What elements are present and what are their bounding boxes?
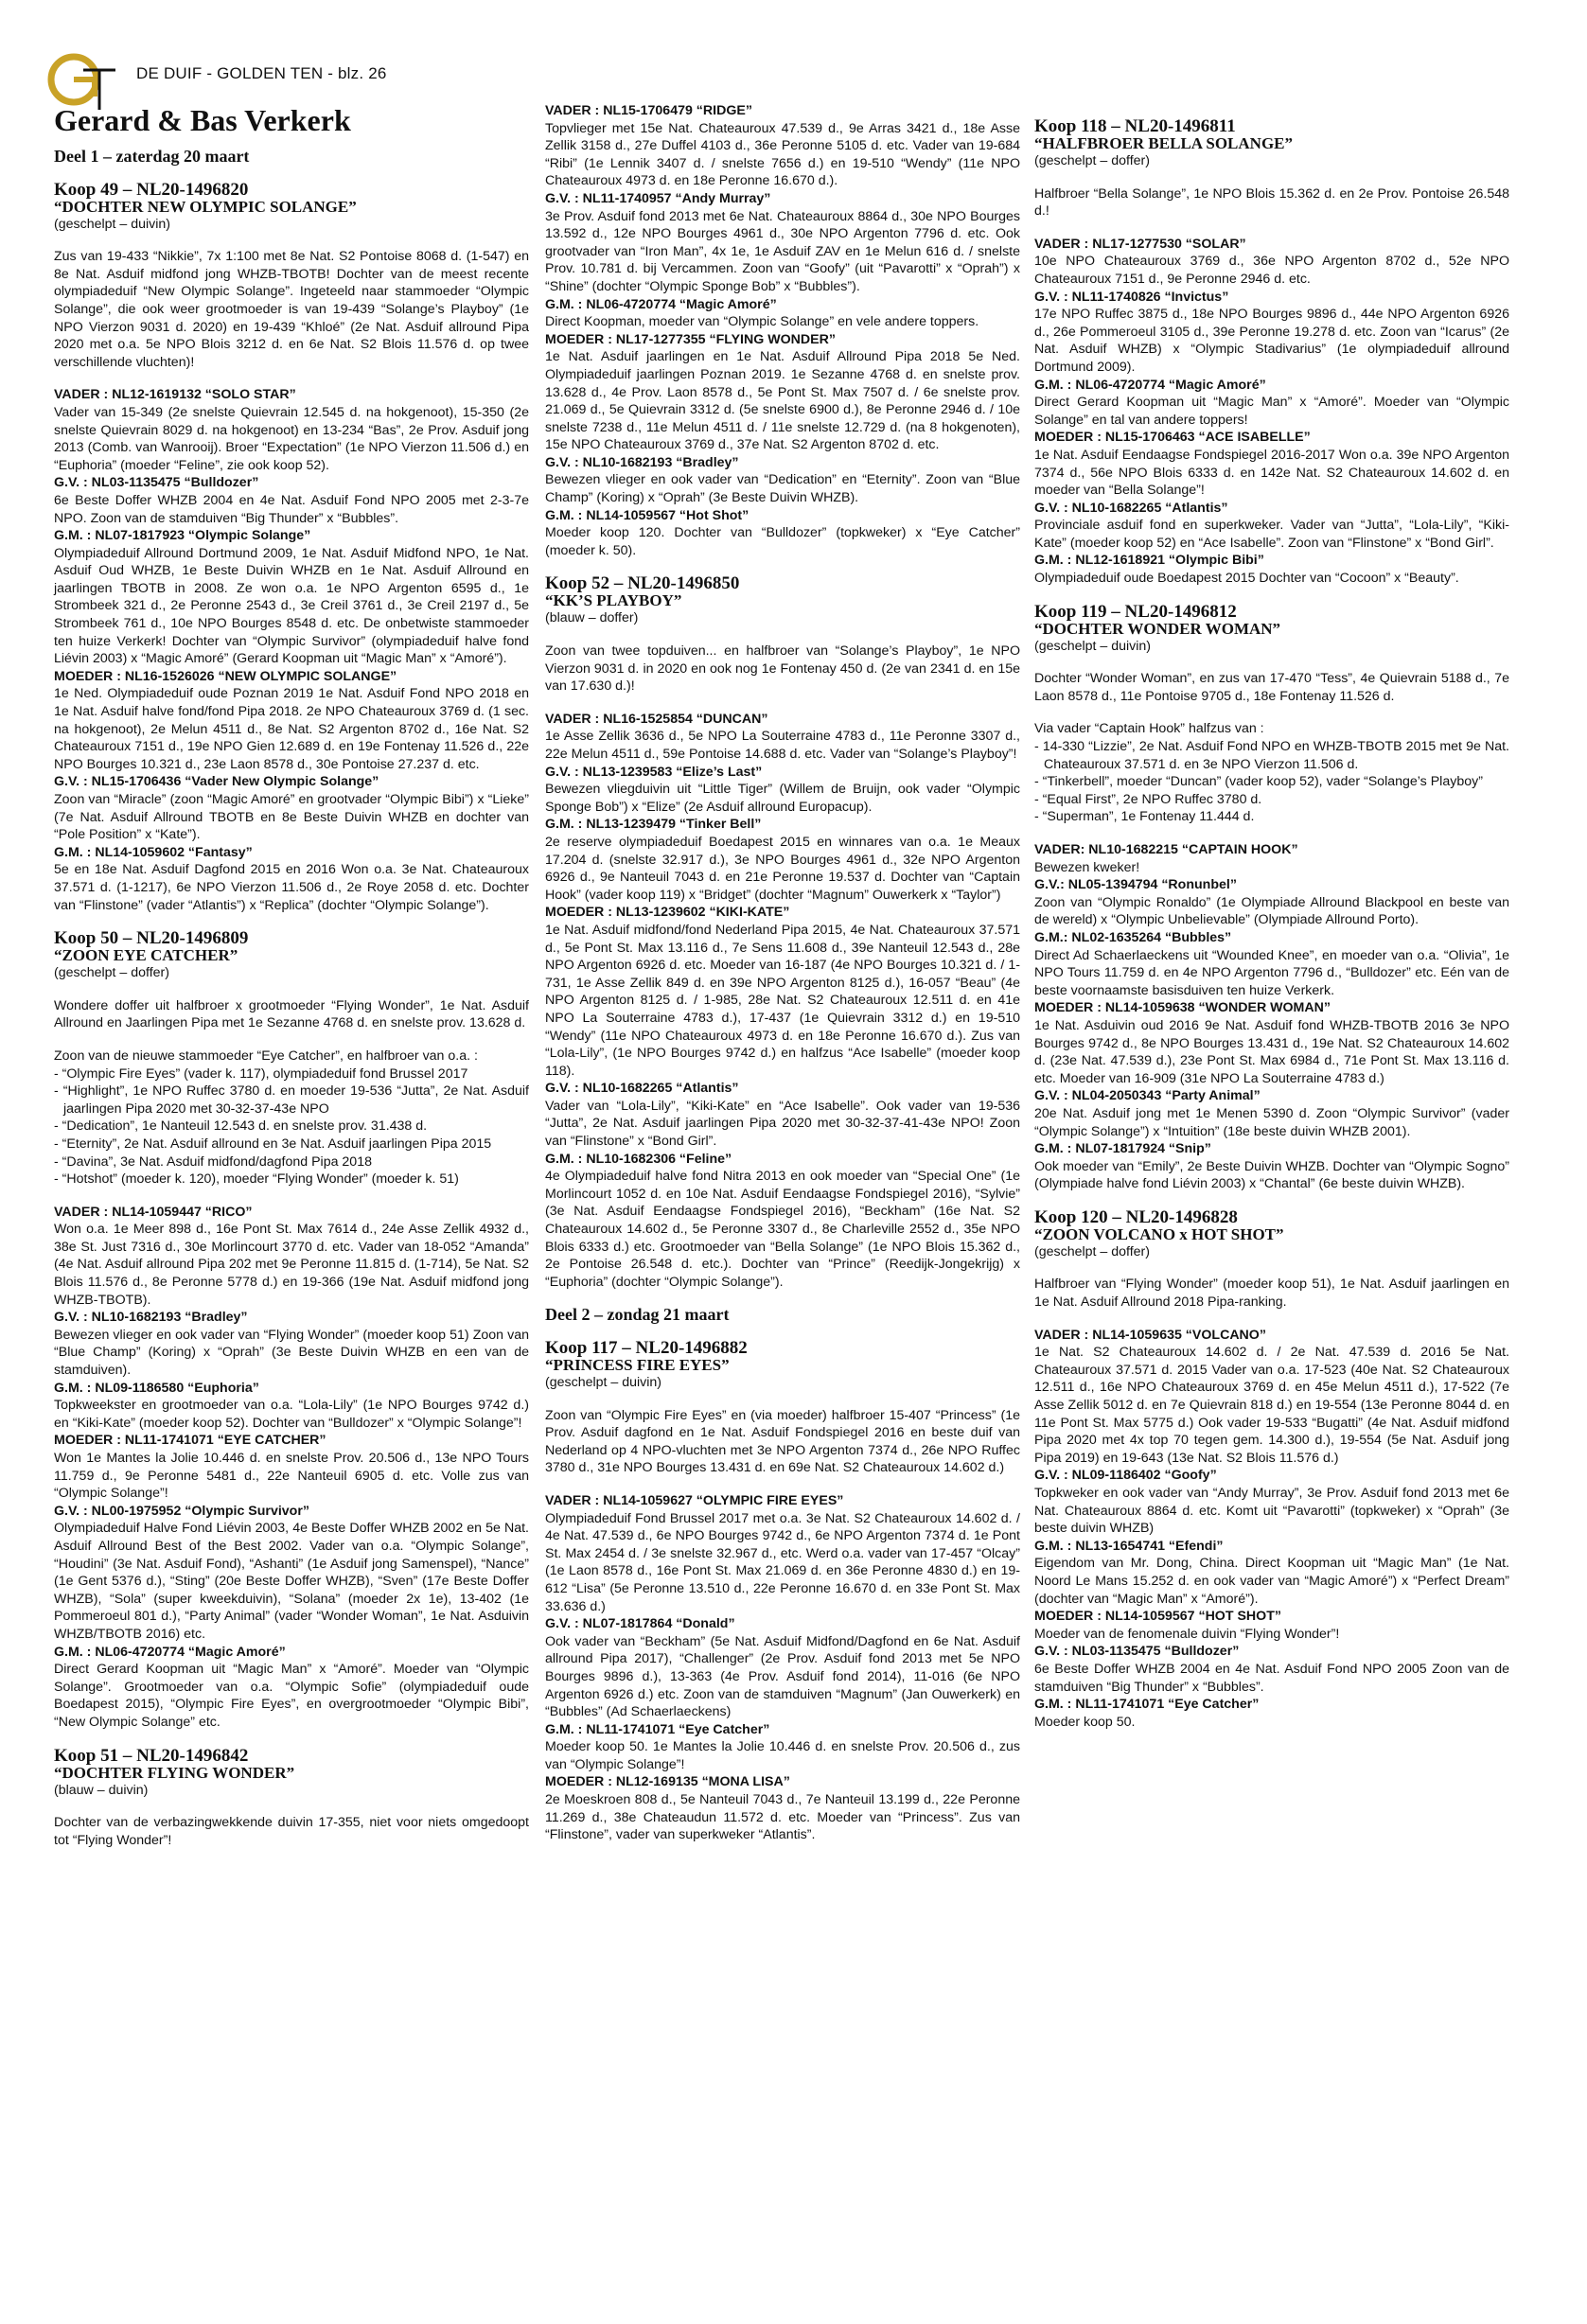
dam-granddam-heading: G.M. : NL14-1059602 “Fantasy” (54, 844, 253, 860)
sire-heading: VADER : NL14-1059447 “RICO” (54, 1204, 253, 1220)
granddam-heading: G.M. : NL07-1817923 “Olympic Solange” (54, 528, 311, 544)
sire-text: Olympiadeduif Fond Brussel 2017 met o.a. 3e Nat. S2 Chateauroux 14.602 d. / 4e Nat. 47.539 d., 6e NPO Bourges 9742 d., 6e NPO Argenton 7374 d. 1e Pont St. Max 2454 d. / 3e snelste 32.967 d., etc. Werd o.a. vader van 17-457 “Olcay” (1e Laon 8578 d., 16e Pont St. Max 21.069 d. en 36e Peronne 4830 d.) en 19-612 “Lisa” (5e Peronne 13.510 d., 22e Peronne 16.670 d. en 33e Pont St. Max 33.636 d.) (545, 1510, 1020, 1614)
dam-granddam-text: 5e en 18e Nat. Asduif Dagfond 2015 en 2016 Won o.a. 3e Nat. Chateauroux 37.571 d. (1-1217), 6e NPO Vierzon 11.506 d., 2e Roye 2058 d. etc. Dochter van “Flinstone” (vader “Atlantis”) x “Replica” (dochter “Olympic Solange”). (54, 862, 529, 913)
granddam-text: Olympiadeduif Allround Dortmund 2009, 1e Nat. Asduif Midfond NPO, 1e Nat. Asduif Oud WHZB, 1e Beste Duivin WHZB en 1e Nat. Asduif Allround en jaarlingen TBOTB in 2008. Ze won o.a. 1e NPO Argenton 6595 d., 1e Strombeek 321 d., 2e Peronne 2543 d., 3e Creil 3761 d., 3e Creil 2197 d., 5e Strombeek 761 d., 10e NPO Bourges 8548 d. etc. De onbetwiste stammoeder ten huize Verkerk! Dochter van “Olympic Survivor” (olympiadeduif halve fond Liévin 2003) x “Magic Amoré” (Gerard Koopman uit “Magic Man” x “Amoré”). (54, 545, 529, 667)
sire-heading: VADER : NL12-1619132 “SOLO STAR” (54, 387, 296, 403)
column-2 (545, 102, 1020, 1844)
lot-intro: Dochter “Wonder Woman”, en zus van 17-470 “Tess”, 4e Quievrain 5188 d., 7e Laon 8578 d., 11e Pontoise 9705 d., 18e Fontenay 11.526 d. (1034, 671, 1509, 704)
granddam-text: Direct Gerard Koopman uit “Magic Man” x “Amoré”. Moeder van “Olympic Solange” en tal van andere toppers! (1034, 395, 1509, 428)
lot-intro: Wondere doffer uit halfbroer x grootmoeder “Flying Wonder”, 1e Nat. Asduif Allround en Jaarlingen Pipa met 1e Sezanne 4768 d. en snelste prov. 13.628 d. (54, 997, 529, 1031)
granddam-heading: G.M. : NL09-1186580 “Euphoria” (54, 1380, 259, 1396)
granddam-heading: G.M. : NL13-1654741 “Efendi” (1034, 1538, 1224, 1554)
grandsire-text: Topkweker en ook vader van “Andy Murray”, 3e Prov. Asduif fond 2013 met 6e Nat. Chateauroux 8864 d. etc. Komt uit “Pavarotti” (topkweker) x “Oprah” (3e beste duivin WHZB) (1034, 1486, 1509, 1537)
sire-text: 1e Nat. S2 Chateauroux 14.602 d. / 2e Nat. 47.539 d. 2016 5e Nat. Chateauroux 37.571 d. 2015 Vader van o.a. 17-523 (40e Nat. S2 Chateauroux 12.511 d., 16e NPO Chateauroux 3769 d. en 45e Melun 4511 d.), 17-522 (7e Asse Zellik 5012 d. en 7e Quievrain 818 d.) en 19-554 (13e Peronne 8044 d. en 11e Pont St. Max 5775 d.) Ook vader 19-533 “Bugatti” (4e Nat. Asduif midfond Pipa 2020 met 4x top 70 tegen gem. 14.300 d.), 19-554 (5e Nat. Asduif jong Pipa 2019) en 19-643 (13e Nat. S2 Blois 11.576 d.) (1034, 1345, 1509, 1466)
list-item: - “Tinkerbell”, moeder “Duncan” (vader koop 52), vader “Solange’s Playboy” (1034, 774, 1483, 790)
lot-name: “DOCHTER NEW OLYMPIC SOLANGE” (54, 197, 357, 216)
grandsire-heading: G.V. : NL09-1186402 “Goofy” (1034, 1468, 1217, 1484)
lot-intro: Zoon van twee topduiven... en halfbroer van “Solange’s Playboy”, 1e NPO Vierzon 9031 d. in 2020 en ook nog 1e Fontenay 450 d. (2e van 2341 d. en 15e van 17.630 d.)! (545, 643, 1020, 695)
lot-subtitle: (geschelpt – doffer) (1034, 1243, 1150, 1259)
granddam-heading: G.M. : NL06-4720774 “Magic Amoré” (1034, 377, 1266, 393)
sire-heading: VADER : NL14-1059627 “OLYMPIC FIRE EYES” (545, 1492, 844, 1508)
lot-intro: Zoon van “Olympic Fire Eyes” en (via moeder) halfbroer 15-407 “Princess” (1e Prov. Asduif dagfond en 1e Nat. Asduif Fondspiegel 2016 en beste duif van Nederland op 4 NPO-vluchten met 3e NPO Argenton 7374 d., 26e NPO Ruffec 3780 d., 31e NPO Bourges 13.431 d. en 69e Nat. S2 Chateauroux 14.602 d.) (545, 1407, 1020, 1476)
lot-name: “DOCHTER WONDER WOMAN” (1034, 619, 1281, 638)
dam-heading: MOEDER : NL14-1059567 “HOT SHOT” (1034, 1609, 1281, 1625)
dam-grandsire-heading: G.V. : NL04-2050343 “Party Animal” (1034, 1088, 1261, 1104)
dam-granddam-text: Moeder koop 50. (1034, 1714, 1136, 1730)
granddam-heading: G.M. : NL11-1741071 “Eye Catcher” (545, 1721, 770, 1737)
dam-heading: MOEDER : NL16-1526026 “NEW OLYMPIC SOLANGE” (54, 668, 397, 684)
lot-number: Koop 49 – NL20-1496820 (54, 179, 249, 200)
lot-119 (1034, 603, 1509, 1193)
sire-text: 10e NPO Chateauroux 3769 d., 36e NPO Argenton 8702 d., 52e NPO Chateauroux 7151 d., 9e Peronne 2946 d. etc. (1034, 254, 1509, 287)
dam-heading: MOEDER : NL12-169135 “MONA LISA” (545, 1774, 790, 1790)
grandsire-text: Ook vader van “Beckham” (5e Nat. Asduif Midfond/Dagfond en 6e Nat. Asduif allround Pipa 2017), “Challenger” (2e Prov. Asduif fond 2013 met 5e NPO Bourges 9896 d.), 13-363 (4e Prov. Asduif fond 2014), 11-016 (6e NPO Argenton 6926 d.) etc. Zoon van de stamduiven “Magnum” (Jan Ouwerkerk) en “Bubbles” (Ad Schaerlaeckens) (545, 1633, 1020, 1720)
dam-text: 1e Nat. Asduif jaarlingen en 1e Nat. Asduif Allround Pipa 2018 5e Ned. Olympiadeduif jaarlingen Poznan 2019. 1e Sezanne 4768 d. en snelste prov. 13.628 d., 4e Prov. Laon 8578 d., 5e Pont St. Max 7507 d. / 6e snelste prov. 21.069 d., 5e Quievrain 3312 d. (5e snelste 6900 d.), 8e Peronne 2946 d. / 10e snelste 7238 d., 11e Melun 4511 d. / 11e snelste 12.729 d. (na 8 hokgenoten), 15e NPO Chateauroux 3769 d., 37e Nat. S2 Argenton 8702 d. etc. (545, 349, 1020, 453)
dam-text: 1e Nat. Asduif midfond/fond Nederland Pipa 2015, 4e Nat. Chateauroux 37.571 d., 5e Pont St. Max 13.116 d., 7e Sens 11.608 d., 39e Nanteuil 12.543 d., 28e NPO Argenton 6926 d. etc. Moeder van 16-187 (4e NPO Bourges 10.321 d. / 1-731, 1e Asse Zellik 849 d. en 39e NPO Argenton 8125 d.), 16-057 “Beau” (4e NPO Argenton 8125 d. / 1-985, 28e Nat. S2 Chateauroux 12.511 d. en 41e NPO La Souterraine 4783 d.), 17-437 (1e Quievrain 3312 d.) en 19-510 “Wendy” (11e NPO Chateauroux 4973 d. en 18e Peronne 16.670 d.). Zus van “Lola-Lily”, (1e NPO Bourges 9742 d.) en halfzus “Ace Isabelle” (moeder koop 118). (545, 922, 1020, 1079)
dam-grandsire-text: Bewezen vlieger en ook vader van “Dedication” en “Eternity”. Zoon van “Blue Champ” (Koring) x “Oprah” (3e Beste Duivin WHZB). (545, 472, 1020, 506)
dam-text: 1e Ned. Olympiadeduif oude Poznan 2019 1e Nat. Asduif Fond NPO 2018 en 1e Nat. Asduif halve fond/fond Pipa 2018. 2e NPO Chateauroux 3769 d. (1 sec. na hokgenoot), 2e Melun 4511 d., 8e Nat. S2 Argenton 8702 d., 16e Nat. S2 Chateauroux 7151 d., 19e NPO Gien 12.689 d. en 19e Fontenay 11.526 d., 22e NPO Bourges 10.321 d., 23e Laon 8578 d., 30e Pontoise 27.237 d. etc. (54, 686, 529, 772)
sire-text: Bewezen kweker! (1034, 859, 1140, 875)
dam-granddam-heading: G.M. : NL11-1741071 “Eye Catcher” (1034, 1697, 1260, 1713)
dam-grandsire-text: Provinciale asduif fond en superkweker. Vader van “Jutta”, “Lola-Lily”, “Kiki-Kate” (moeder koop 52) en “Ace Isabelle”. Zoon van “Flinstone” x “Bond Girl”. (1034, 518, 1509, 551)
granddam-text: 2e reserve olympiadeduif Boedapest 2015 en winnares van o.a. 1e Meaux 17.204 d. (snelste 32.917 d.), 3e NPO Bourges 4961 d., 32e NPO Argenton 6926 d., 9e Nanteuil 7043 d. en 21e Peronne 19.537 d. Dochter van “Captain Hook” (vader koop 119) x “Bridget” (dochter “Magnum” Ouwerkerk x “Taylor”) (545, 834, 1020, 903)
granddam-heading: G.M. : NL13-1239479 “Tinker Bell” (545, 817, 762, 833)
dam-heading: MOEDER : NL13-1239602 “KIKI-KATE” (545, 905, 790, 921)
dam-text: Won 1e Mantes la Jolie 10.446 d. en snelste Prov. 20.506 d., 13e NPO Tours 11.759 d., 9e Peronne 5481 d., 22e Nanteuil 6905 d. etc. Volle zus van “Olympic Solange”! (54, 1451, 529, 1502)
lot-52 (545, 574, 1020, 1291)
dam-grandsire-text: Vader van “Lola-Lily”, “Kiki-Kate” en “Ace Isabelle”. Ook vader van 19-536 “Jutta”, 2e Nat. Asduif jaarlingen Pipa 2020 met 30-32-37-41-43e NPO! Zoon van “Flinstone” x “Bond Girl”. (545, 1098, 1020, 1150)
dam-grandsire-text: 6e Beste Doffer WHZB 2004 en 4e Nat. Asduif Fond NPO 2005 Zoon van de stamduiven “Big Thunder” x “Bubbles”. (1034, 1661, 1509, 1695)
grandsire-heading: G.V. : NL11-1740957 “Andy Murray” (545, 190, 771, 206)
dam-grandsire-heading: G.V. : NL00-1975952 “Olympic Survivor” (54, 1503, 309, 1519)
dam-granddam-text: 4e Olympiadeduif halve fond Nitra 2013 en ook moeder van “Special One” (1e Morlincourt 1052 d. en 10e Nat. Asduif Eendaagse Fondspiegel 2016), “Sylvie” (3e Nat. Asduif Eendaagse Fondspiegel 2016), “Beckham” (16e Nat. S2 Chateauroux 14.602 d., 5e Peronne 3307 d., 8e Charleville 2552 d., 35e NPO Blois 6333 d.) etc. Grootmoeder van “Bella Solange” (1e NPO Blois 15.362 d., 2e Pontoise 26.548 d. etc.). Dochter van “Prince” (Reedijk-Jongekrijg) x “Euphoria” (dochter “Olympic Solange”). (545, 1169, 1020, 1290)
list-item: - 14-330 “Lizzie”, 2e Nat. Asduif Fond NPO en WHZB-TBOTB 2015 met 9e Nat. Chateauroux 37.571 d. en 3e NPO Vierzon 11.506 d. (1034, 739, 1509, 772)
lot-intro: Halfbroer “Bella Solange”, 1e NPO Blois 15.362 d. en 2e Prov. Pontoise 26.548 d.! (1034, 185, 1509, 220)
lot-51-continued (545, 102, 1020, 559)
list-heading: Via vader “Captain Hook” halfzus van : (1034, 721, 1264, 737)
lot-subtitle: (geschelpt – duivin) (54, 216, 171, 232)
list-item: - “Highlight”, 1e NPO Ruffec 3780 d. en moeder 19-536 “Jutta”, 2e Nat. Asduif jaarlingen Pipa 2020 met 30-32-37-43e NPO (54, 1083, 529, 1117)
sire-heading: VADER : NL16-1525854 “DUNCAN” (545, 711, 768, 727)
granddam-text: Moeder koop 50. 1e Mantes la Jolie 10.446 d. en snelste Prov. 20.506 d., zus van “Olympic Solange”! (545, 1739, 1020, 1772)
sire-text: Vader van 15-349 (2e snelste Quievrain 12.545 d. na hokgenoot), 15-350 (2e snelste Quievrain 8029 d. na hokgenoot) en 13-234 “Bas”, 2e Prov. Asduif jong 2013 (Comb. van Wanrooij). Broer “Expectation” (1e NPO Vierzon 11.506 d.) en “Euphoria” (moeder “Feline”, zie ook koop 52). (54, 404, 529, 473)
lot-name: “DOCHTER FLYING WONDER” (54, 1763, 295, 1782)
grandsire-text: Bewezen vlieger en ook vader van “Flying Wonder” (moeder koop 51) Zoon van “Blue Champ” (Koring) x “Oprah” (3e Beste Duivin WHZB en een van de stamduiven). (54, 1327, 529, 1379)
lot-subtitle: (geschelpt – duivin) (545, 1375, 662, 1390)
dam-text: 2e Moeskroen 808 d., 5e Nanteuil 7043 d., 7e Nanteuil 13.199 d., 22e Peronne 11.269 d., 38e Chateaudun 11.572 d. etc. Moeder van “Princess”. Zus van “Flinstone”, vader van superkweker “Atlantis”. (545, 1792, 1020, 1843)
dam-granddam-text: Ook moeder van “Emily”, 2e Beste Duivin WHZB. Dochter van “Olympic Sogno” (Olympiade halve fond Liévin 2003) x “Chantal” (6e beste duivin WHZB). (1034, 1158, 1509, 1192)
lot-subtitle: (geschelpt – duivin) (1034, 638, 1152, 654)
lot-intro: Zus van 19-433 “Nikkie”, 7x 1:100 met 8e Nat. S2 Pontoise 8068 d. (1-547) en 8e Nat. Asduif midfond jong WHZB-TBOTB! Dochter van de meest recente olympiadeduif “New Olympic Solange”. Ingeteeld naar stammoeder “Olympic Solange”, die ook weer grootmoeder is van 19-439 “Solange’s Playboy” (1e NPO Vierzon 9031 d. 2020) en 19-439 “Khloé” (2e Nat. Asduif allround Pipa 2020 met o.a. 5e NPO Blois 3212 d. en 6e Nat. S2 Blois 11.576 d. op twee verschillende vluchten)! (54, 249, 529, 370)
lot-number: Koop 117 – NL20-1496882 (545, 1338, 748, 1358)
list-item: - “Equal First”, 2e NPO Ruffec 3780 d. (1034, 791, 1262, 807)
lot-51 (54, 1747, 529, 1850)
lot-number: Koop 119 – NL20-1496812 (1034, 601, 1237, 622)
lot-name: “ZOON EYE CATCHER” (54, 946, 238, 965)
part-heading-1: Deel 1 – zaterdag 20 maart (54, 147, 250, 166)
grandsire-heading: G.V. : NL10-1682193 “Bradley” (54, 1310, 248, 1326)
grandsire-text: Bewezen vliegduivin uit “Little Tiger” (Willem de Bruijn, ook vader “Olympic Sponge Bob”) x “Elize” (2e Asduif allround Europacup). (545, 782, 1020, 815)
sire-text: Topvlieger met 15e Nat. Chateauroux 47.539 d., 9e Arras 3421 d., 18e Asse Zellik 3158 d., 27e Duffel 4103 d., 36e Peronne 5105 d. etc. Vader van 19-684 “Ribi” (1e Lennik 3407 d. / snelste 7656 d.) en 19-510 “Wendy” (11e NPO Chateauroux 4973 d. en 18e Peronne 16.670 d.). (545, 120, 1020, 189)
list-item: - “Eternity”, 2e Nat. Asduif allround en 3e Nat. Asduif jaarlingen Pipa 2015 (54, 1136, 492, 1152)
dam-granddam-text: Moeder koop 120. Dochter van “Bulldozer” (topkweker) x “Eye Catcher” (moeder k. 50). (545, 525, 1020, 558)
dam-granddam-heading: G.M. : NL07-1817924 “Snip” (1034, 1141, 1211, 1157)
dam-granddam-heading: G.M. : NL14-1059567 “Hot Shot” (545, 507, 749, 523)
dam-text: 1e Nat. Asduif Eendaagse Fondspiegel 2016-2017 Won o.a. 39e NPO Argenton 7374 d., 56e NPO Blois 6333 d. en 142e Nat. S2 Chateauroux 14.602 d. en moeder van “Bella Solange”! (1034, 447, 1509, 499)
column-3 (1034, 102, 1509, 1731)
dam-grandsire-heading: G.V. : NL03-1135475 “Bulldozer” (1034, 1644, 1240, 1660)
lot-subtitle: (geschelpt – doffer) (1034, 153, 1150, 168)
granddam-heading: G.M.: NL02-1635264 “Bubbles” (1034, 929, 1232, 945)
dam-grandsire-text: 20e Nat. Asduif jong met 1e Menen 5390 d. Zoon “Olympic Survivor” (vader “Olympic Solange”) x “Intuition” (18e beste duivin WHZB 2001). (1034, 1105, 1509, 1139)
lot-number: Koop 118 – NL20-1496811 (1034, 116, 1236, 136)
dam-grandsire-text: Olympiadeduif Halve Fond Liévin 2003, 4e Beste Doffer WHZB 2002 en 5e Nat. Asduif Allround Best of the Best 2002. Vader van o.a. “Olympic Solange”, “Houdini” (3e Nat. Asduif Fond), “Ashanti” (1e Asduif jong Samenspel), “Nance” (1e Gent 5376 d.), “Sting” (20e Beste Doffer WHZB), “Sven” (17e Beste Doffer WHZB), “Sola” (super kweekduivin), “Solana” (moeder 2x 1e), 13-402 (1e Pommeroeul 801 d.), “Party Animal” (vader “Wonder Woman”, 1e Nat. Asduivin WHZB/TBOTB 2016) etc. (54, 1521, 529, 1642)
sire-text: 1e Asse Zellik 3636 d., 5e NPO La Souterraine 4783 d., 11e Peronne 3307 d., 22e Melun 4511 d., 59e Pontoise 14.688 d. etc. Vader van “Solange’s Playboy”! (545, 729, 1020, 762)
grandsire-text: Zoon van “Olympic Ronaldo” (1e Olympiade Allround Blackpool en beste van de wereld) x “Olympic Unbelievable” (Olympiade Allround Porto). (1034, 894, 1509, 928)
part-heading-2: Deel 2 – zondag 21 maart (545, 1305, 730, 1325)
list-item: - “Hotshot” (moeder k. 120), moeder “Flying Wonder” (moeder k. 51) (54, 1171, 459, 1188)
column-1 (54, 102, 529, 1864)
grandsire-text: 17e NPO Ruffec 3875 d., 18e NPO Bourges 9896 d., 44e NPO Argenton 6926 d., 26e Pommeroeul 3105 d., 39e Peronne 19.278 d. etc. Zoon van “Icarus” (2e Nat. Asduif WHZB) x “Olympic Stadivarius” (1e olympiadeduif allround Dortmund 2009). (1034, 307, 1509, 375)
lot-intro: Dochter van de verbazingwekkende duivin 17-355, niet voor niets omgedoopt tot “Flying Wonder”! (54, 1815, 529, 1848)
list-heading: Zoon van de nieuwe stammoeder “Eye Catcher”, en halfbroer van o.a. : (54, 1048, 478, 1064)
dam-text: Moeder van de fenomenale duivin “Flying Wonder”! (1034, 1626, 1340, 1642)
dam-grandsire-heading: G.V. : NL10-1682193 “Bradley” (545, 454, 739, 470)
grandsire-heading: G.V.: NL05-1394794 “Ronunbel” (1034, 877, 1237, 893)
dam-text: 1e Nat. Asduivin oud 2016 9e Nat. Asduif fond WHZB-TBOTB 2016 3e NPO Bourges 9742 d., 8e NPO Bourges 13.431 d., 19e Nat. S2 Chateauroux 14.602 d. (23e Nat. 47.539 d.), 23e Pont St. Max 6984 d., 71e Pont St. Max 13.116 d. etc. Moeder van 16-909 (31e NPO La Souterraine 4783 d.) (1034, 1017, 1509, 1086)
dam-grandsire-text: Zoon van “Miracle” (zoon “Magic Amoré” en grootvader “Olympic Bibi”) x “Lieke” (7e Nat. Asduif Allround TBOTB en 8e Beste Duivin WHZB en dochter van “Pole Position” x “Kate”). (54, 792, 529, 843)
header-text: DE DUIF - GOLDEN TEN - blz. 26 (136, 64, 387, 82)
lot-number: Koop 51 – NL20-1496842 (54, 1745, 249, 1766)
dam-granddam-heading: G.M. : NL12-1618921 “Olympic Bibi” (1034, 553, 1264, 569)
lot-118 (1034, 117, 1509, 588)
granddam-text: Topkweekster en grootmoeder van o.a. “Lola-Lily” (1e NPO Bourges 9742 d.) en “Kiki-Kate” (moeder koop 52). Dochter van “Bulldozer” x “Olympic Solange”! (54, 1398, 529, 1431)
lot-name: “ZOON VOLCANO x HOT SHOT” (1034, 1224, 1284, 1243)
lot-number: Koop 52 – NL20-1496850 (545, 573, 740, 594)
dam-grandsire-heading: G.V. : NL10-1682265 “Atlantis” (1034, 500, 1228, 516)
dam-granddam-heading: G.M. : NL06-4720774 “Magic Amoré” (54, 1644, 286, 1660)
sire-text: Won o.a. 1e Meer 898 d., 16e Pont St. Max 7614 d., 24e Asse Zellik 4932 d., 38e St. Just 7316 d., 30e Morlincourt 3770 d. etc. Vader van 18-052 “Amanda” (4e Nat. Asduif allround Pipa 202 met 9e Peronne 11.815 d. (1-714), 5e Nat. S2 Blois 11.576 d., 8e Peronne 5778 d.) en 19-366 (19e Nat. Asduif midfond jong WHZB-TBOTB). (54, 1222, 529, 1308)
dam-granddam-text: Direct Gerard Koopman uit “Magic Man” x “Amoré”. Moeder van “Olympic Solange”. Grootmoeder van o.a. “Olympic Sofie” (olympiadeduif oude Boedapest 2015), “Olympic Fire Eyes”, en overgrootmoeder “Olympic Bibi”, “New Olympic Solange” etc. (54, 1662, 529, 1730)
dam-grandsire-heading: G.V. : NL10-1682265 “Atlantis” (545, 1081, 739, 1097)
lot-name: “PRINCESS FIRE EYES” (545, 1356, 730, 1374)
grandsire-text: 3e Prov. Asduif fond 2013 met 6e Nat. Chateauroux 8864 d., 30e NPO Bourges 13.592 d., 12e NPO Bourges 4961 d., 30e NPO Argenton 7796 d. etc. Ook grootvader van “Iron Man”, 4x 1e, 1e Asduif ZAV en 1e Melun 616 d. / snelste Prov. 10.781 d. bij Vercammen. Zoon van “Goofy” (uit “Pavarotti” x “Oprah”) x “Shine” (dochter “Olympic Sponge Bob” x “Bubbles”). (545, 208, 1020, 294)
dam-granddam-text: Olympiadeduif oude Boedapest 2015 Dochter van “Cocoon” x “Beauty”. (1034, 571, 1459, 587)
sire-heading: VADER : NL14-1059635 “VOLCANO” (1034, 1327, 1266, 1343)
granddam-text: Direct Koopman, moeder van “Olympic Solange” en vele andere toppers. (545, 314, 979, 330)
lot-number: Koop 120 – NL20-1496828 (1034, 1206, 1238, 1227)
grandsire-heading: G.V. : NL13-1239583 “Elize’s Last” (545, 764, 763, 780)
dam-heading: MOEDER : NL14-1059638 “WONDER WOMAN” (1034, 1000, 1331, 1016)
granddam-text: Eigendom van Mr. Dong, China. Direct Koopman uit “Magic Man” (1e Nat. Noord Le Mans 15.252 d. en ook vader van “Magic Amoré”) x “Perfect Dream” (dochter van “Magic Man” x “Amoré”). (1034, 1556, 1509, 1607)
lot-49 (54, 181, 529, 915)
dam-heading: MOEDER : NL17-1277355 “FLYING WONDER” (545, 331, 836, 347)
page-title: Gerard & Bas Verkerk (54, 103, 351, 137)
sire-heading: VADER : NL15-1706479 “RIDGE” (545, 103, 752, 118)
lot-subtitle: (blauw – duivin) (54, 1782, 149, 1798)
sire-heading: VADER : NL17-1277530 “SOLAR” (1034, 236, 1246, 252)
grandsire-heading: G.V. : NL07-1817864 “Donald” (545, 1616, 735, 1632)
lot-subtitle: (geschelpt – doffer) (54, 965, 169, 981)
lot-50 (54, 929, 529, 1731)
lot-subtitle: (blauw – doffer) (545, 610, 639, 626)
dam-granddam-heading: G.M. : NL10-1682306 “Feline” (545, 1151, 732, 1167)
list-item: - “Superman”, 1e Fontenay 11.444 d. (1034, 809, 1255, 825)
list-item: - “Olympic Fire Eyes” (vader k. 117), olympiadeduif fond Brussel 2017 (54, 1065, 468, 1082)
lot-name: “KK’S PLAYBOY” (545, 591, 682, 610)
grandsire-text: 6e Beste Doffer WHZB 2004 en 4e Nat. Asduif Fond NPO 2005 met 2-3-7e NPO. Zoon van de stamduiven “Big Thunder” x “Bubbles”. (54, 492, 529, 526)
lot-name: “HALFBROER BELLA SOLANGE” (1034, 134, 1294, 152)
list-item: - “Dedication”, 1e Nanteuil 12.543 d. en snelste prov. 31.438 d. (54, 1118, 428, 1135)
granddam-heading: G.M. : NL06-4720774 “Magic Amoré” (545, 296, 777, 312)
dam-grandsire-heading: G.V. : NL15-1706436 “Vader New Olympic Solange” (54, 774, 379, 790)
dam-heading: MOEDER : NL15-1706463 “ACE ISABELLE” (1034, 430, 1311, 446)
lot-number: Koop 50 – NL20-1496809 (54, 928, 249, 949)
granddam-text: Direct Ad Schaerlaeckens uit “Wounded Knee”, en moeder van o.a. “Olivia”, 1e NPO Tours 11.759 d. en 4e NPO Argenton 7796 d., “Bulldozer” etc. Eén van de beste voornaamste basisduiven ten huize Verkerk. (1034, 947, 1509, 998)
grandsire-heading: G.V. : NL11-1740826 “Invictus” (1034, 289, 1229, 305)
list-item: - “Davina”, 3e Nat. Asduif midfond/dagfond Pipa 2018 (54, 1153, 372, 1170)
sire-heading: VADER: NL10-1682215 “CAPTAIN HOOK” (1034, 842, 1298, 857)
lot-117 (545, 1339, 1020, 1844)
grandsire-heading: G.V. : NL03-1135475 “Bulldozer” (54, 475, 259, 491)
lot-120 (1034, 1208, 1509, 1731)
dam-heading: MOEDER : NL11-1741071 “EYE CATCHER” (54, 1433, 326, 1449)
lot-intro: Halfbroer van “Flying Wonder” (moeder koop 51), 1e Nat. Asduif jaarlingen en 1e Nat. Asduif Allround 2018 Pipa-ranking. (1034, 1276, 1509, 1311)
